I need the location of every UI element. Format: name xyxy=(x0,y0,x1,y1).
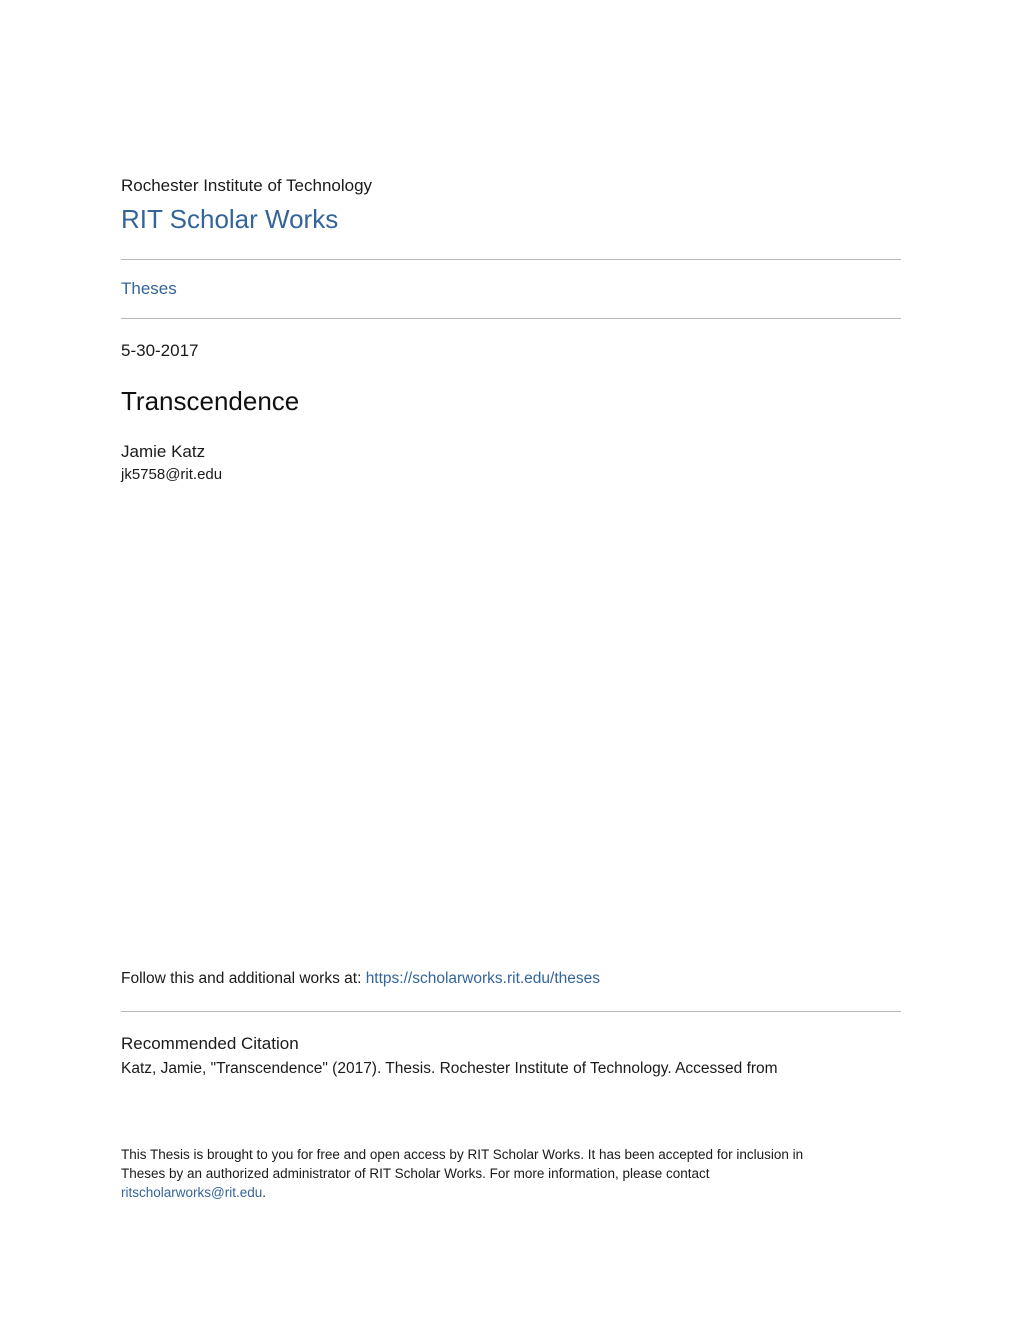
divider-top xyxy=(121,259,901,260)
author-name: Jamie Katz xyxy=(121,442,206,461)
author-email: jk5758@rit.edu xyxy=(121,466,223,483)
access-notice xyxy=(121,1145,901,1202)
citation-heading: Recommended Citation xyxy=(121,1034,299,1053)
divider-middle xyxy=(121,318,901,319)
publication-date: 5-30-2017 xyxy=(121,341,199,360)
document-title: Transcendence xyxy=(121,386,300,416)
access-notice-line-2: Theses by an authorized administrator of RIT Scholar Works. For more information, please contact xyxy=(121,1166,710,1181)
divider-bottom xyxy=(121,1011,901,1012)
citation-text: Katz, Jamie, "Transcendence" (2017). Thesis. Rochester Institute of Technology. Accessed from xyxy=(121,1060,778,1077)
institution-name: Rochester Institute of Technology xyxy=(121,176,373,195)
follow-prefix: Follow this and additional works at: xyxy=(121,970,366,987)
contact-email-link[interactable]: ritscholarworks@rit.edu xyxy=(121,1185,263,1200)
repository-link[interactable]: RIT Scholar Works xyxy=(121,204,339,234)
access-notice-period: . xyxy=(262,1185,267,1200)
access-notice-line-1: This Thesis is brought to you for free and open access by RIT Scholar Works. It has been accepted for inclusion in xyxy=(121,1147,804,1162)
collection-link[interactable]: Theses xyxy=(121,279,177,298)
follow-line xyxy=(121,970,600,988)
follow-url-link[interactable]: https://scholarworks.rit.edu/theses xyxy=(365,970,601,987)
access-notice-line-3 xyxy=(121,1183,901,1202)
